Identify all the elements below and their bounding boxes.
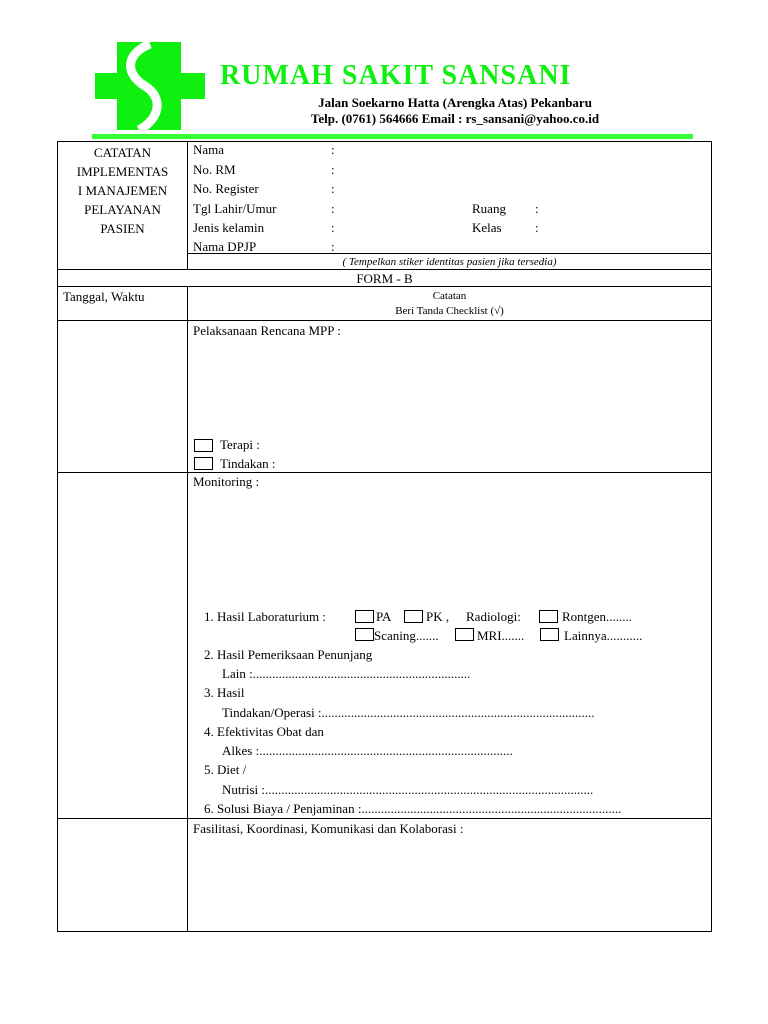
monitoring-item-6: 6. Solusi Biaya / Penjaminan :................................................................................ (204, 801, 622, 816)
checkbox-pa[interactable] (355, 610, 374, 623)
checkbox-pk[interactable] (404, 610, 423, 623)
section-pelaksanaan-title: Pelaksanaan Rencana MPP : (193, 323, 341, 338)
field-colon: : (535, 220, 539, 235)
monitoring-item-2: 2. Hasil Pemeriksaan Penunjang (204, 647, 373, 662)
radiologi-label: Radiologi: (466, 609, 521, 624)
field-tgl-lahir-label: Tgl Lahir/Umur (193, 201, 277, 216)
checkbox-terapi-label: Terapi : (220, 437, 260, 452)
checkbox-tindakan-label: Tindakan : (220, 456, 276, 471)
checkbox-tindakan[interactable] (194, 457, 213, 470)
monitoring-item-1-label: 1. Hasil Laboraturium : (204, 609, 327, 624)
form-title: CATATAN IMPLEMENTAS I MANAJEMEN PELAYANAN PASIEN (76, 145, 169, 236)
field-colon: : (331, 181, 335, 196)
checkbox-rontgen-label: Rontgen........ (562, 609, 633, 624)
field-colon: : (331, 201, 335, 216)
column-header-tanggal: Tanggal, Waktu (63, 289, 145, 304)
checkbox-mri[interactable] (455, 628, 474, 641)
hospital-logo-icon (95, 40, 205, 132)
sticker-note: ( Tempelkan stiker identitas pasien jika tersedia) (342, 256, 557, 268)
checkbox-pk-label: PK , (426, 609, 450, 624)
checkbox-lainnya[interactable] (540, 628, 559, 641)
column-header-catatan: Catatan (432, 290, 467, 302)
monitoring-item-3-field: Tindakan/Operasi :.................................................................................... (222, 705, 595, 720)
section-monitoring-title: Monitoring : (193, 474, 260, 489)
checkbox-scaning[interactable] (355, 628, 374, 641)
field-nama-dpjp-label: Nama DPJP (193, 239, 257, 254)
checkbox-terapi[interactable] (194, 439, 213, 452)
field-no-register-label: No. Register (193, 181, 259, 196)
checkbox-rontgen[interactable] (539, 610, 558, 623)
field-colon: : (331, 220, 335, 235)
field-colon: : (535, 201, 539, 216)
checkbox-scaning-label: Scaning....... (374, 628, 439, 643)
section-fasilitasi-title: Fasilitasi, Koordinasi, Komunikasi dan Kolaborasi : (193, 821, 464, 836)
monitoring-item-3: 3. Hasil (204, 685, 245, 700)
monitoring-item-5-field: Nutrisi :..................................................................................................... (222, 782, 594, 797)
checkbox-pa-label: PA (376, 609, 392, 624)
column-header-checklist: Beri Tanda Checklist (√) (395, 305, 504, 317)
field-nama-label: Nama (193, 142, 225, 157)
field-colon: : (331, 162, 335, 177)
monitoring-item-4-field: Alkes :.............................................................................. (222, 743, 513, 758)
field-no-rm-label: No. RM (193, 162, 236, 177)
hospital-name: RUMAH SAKIT SANSANI (220, 60, 572, 91)
field-colon: : (331, 142, 335, 157)
field-jenis-kelamin-label: Jenis kelamin (193, 220, 265, 235)
form-code: FORM - B (356, 271, 413, 286)
monitoring-item-4: 4. Efektivitas Obat dan (204, 724, 324, 739)
hospital-contact: Telp. (0761) 564666 Email : rs_sansani@yahoo.co.id (310, 111, 600, 126)
checkbox-mri-label: MRI....... (477, 628, 525, 643)
field-ruang-label: Ruang (472, 201, 506, 216)
hospital-address: Jalan Soekarno Hatta (Arengka Atas) Pekanbaru (318, 95, 592, 110)
letterhead-underline (92, 134, 693, 139)
field-colon: : (331, 239, 335, 254)
checkbox-lainnya-label: Lainnya........... (564, 628, 643, 643)
monitoring-item-5: 5. Diet / (204, 762, 247, 777)
field-kelas-label: Kelas (472, 220, 502, 235)
monitoring-item-2-field: Lain :................................................................... (222, 666, 471, 681)
